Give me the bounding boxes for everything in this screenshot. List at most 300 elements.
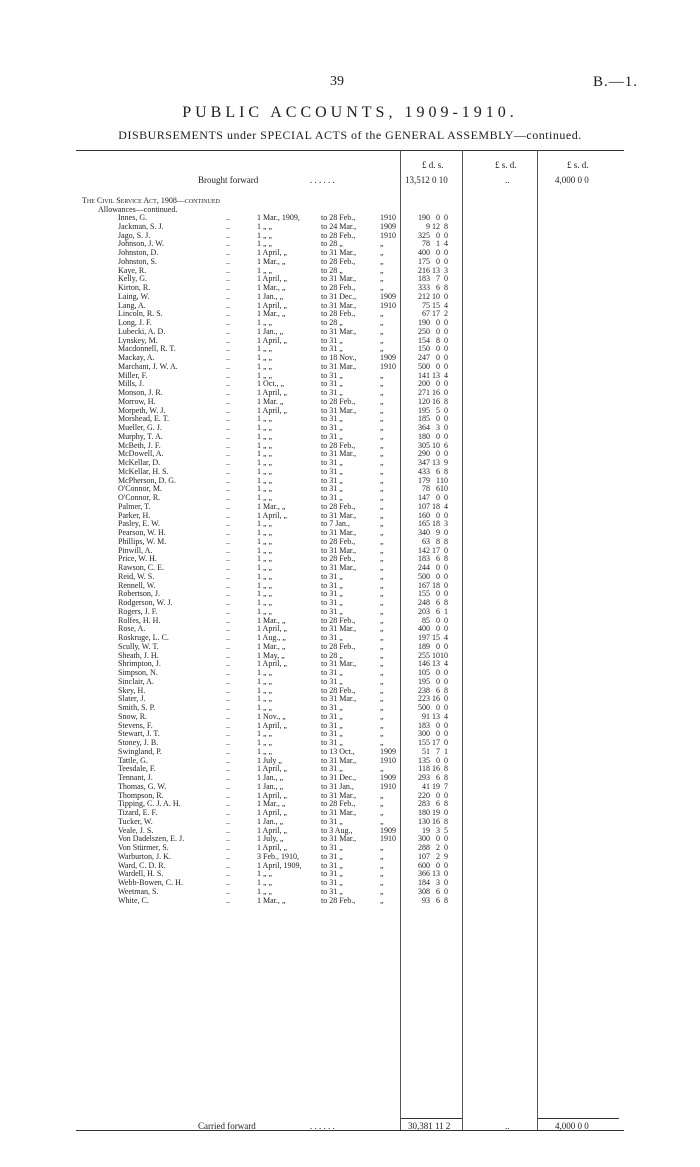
amount-pence: 0 xyxy=(444,580,448,590)
amount-pence: 8 xyxy=(444,536,448,546)
amount-pounds: 167 xyxy=(418,580,430,590)
period-year: 1910 xyxy=(380,230,396,240)
period-from: 1 „ „ xyxy=(257,545,273,555)
amount-pounds: 147 xyxy=(418,493,430,502)
leader-dots: .. xyxy=(226,300,230,310)
amount-pence: 8 xyxy=(444,816,448,826)
period-to: to 7 Jan., xyxy=(321,519,350,529)
leader-dots: .. xyxy=(226,685,230,695)
period-from: 1 Jan., „ xyxy=(257,781,284,791)
payee-name: Kaye, R. xyxy=(118,265,147,275)
amount-pounds: 195 xyxy=(418,676,430,686)
amount-pounds: 244 xyxy=(418,563,430,572)
leader-dots: .. xyxy=(226,589,230,599)
payee-name: Pearson, W. H. xyxy=(118,528,166,537)
period-to: to 31 „ xyxy=(321,764,343,774)
amount-pence: 0 xyxy=(444,571,448,581)
amount-pence: 10 xyxy=(440,484,448,494)
amount-pounds: 185 xyxy=(418,414,430,424)
amount-pounds: 146 xyxy=(418,659,430,669)
amount-pounds: 85 xyxy=(422,615,430,625)
period-to: to 31 „ xyxy=(321,580,343,590)
amount-shillings: 6 xyxy=(436,685,440,695)
period-from: 1 Mar., „ xyxy=(257,799,286,809)
amount-pounds: 120 xyxy=(418,396,430,406)
amount-pounds: 142 xyxy=(418,545,430,555)
amount-shillings: 13 xyxy=(432,711,440,721)
period-from: 1 Mar., „ xyxy=(257,501,286,511)
amount-pounds: 154 xyxy=(418,335,430,345)
period-year: „ xyxy=(380,851,384,861)
table-row xyxy=(0,870,700,879)
period-from: 1 July „ xyxy=(257,755,282,765)
period-year: „ xyxy=(380,309,384,319)
leader-dots: .. xyxy=(226,895,230,905)
amount-pence: 3 xyxy=(444,265,448,275)
period-to: to 31 „ xyxy=(321,379,343,389)
period-to: to 28 Feb., xyxy=(321,536,356,546)
leader-dots: .. xyxy=(226,309,230,319)
amount-pence: 0 xyxy=(444,878,448,887)
amount-shillings: 10 xyxy=(432,440,440,450)
period-to: to 31 Mar., xyxy=(321,545,357,555)
period-year: „ xyxy=(380,370,384,380)
payee-name: Jackman, S. J. xyxy=(118,221,164,231)
table-row xyxy=(0,310,700,319)
amount-pounds: 183 xyxy=(418,720,430,730)
amount-shillings: 2 xyxy=(436,843,440,852)
period-from: 1 Aug., „ xyxy=(257,633,286,642)
amount-pounds: 290 xyxy=(418,449,430,459)
carried-forward-label: Carried forward xyxy=(198,1121,256,1131)
carried-forward-col3: 4,000 0 0 xyxy=(555,1121,589,1131)
amount-pence: 8 xyxy=(444,554,448,564)
table-row xyxy=(0,590,700,599)
period-from: 1 „ „ xyxy=(257,230,273,240)
period-year: „ xyxy=(380,265,384,275)
period-year: „ xyxy=(380,528,384,537)
payee-name: Tipping, C. J. A. H. xyxy=(118,799,181,809)
period-to: to 28 Feb., xyxy=(321,685,356,695)
leader-dots: .. xyxy=(226,536,230,546)
leader-dots: .. xyxy=(226,379,230,389)
amount-shillings: 0 xyxy=(436,703,440,712)
period-to: to 31 „ xyxy=(321,466,343,476)
amount-shillings: 0 xyxy=(436,641,440,651)
table-row xyxy=(0,669,700,678)
leader-dots: .. xyxy=(226,213,230,222)
table-row xyxy=(0,258,700,267)
period-to: to 31 „ xyxy=(321,860,343,870)
period-from: 1 April, „ xyxy=(257,388,287,397)
payee-name: Thomas, G. W. xyxy=(118,781,167,791)
page-title: PUBLIC ACCOUNTS, 1909-1910. xyxy=(182,104,518,121)
table-row xyxy=(0,835,700,844)
amount-pounds: 107 xyxy=(418,501,430,511)
amount-pounds: 247 xyxy=(418,353,430,362)
period-year: „ xyxy=(380,396,384,406)
period-year: „ xyxy=(380,676,384,686)
period-from: 1 „ „ xyxy=(257,685,273,695)
amount-shillings: 16 xyxy=(432,764,440,774)
amount-pence: 0 xyxy=(444,563,448,572)
period-from: 1 Mar., „ xyxy=(257,256,286,266)
leader-dots: .. xyxy=(226,221,230,231)
period-year: 1910 xyxy=(380,213,396,222)
period-to: to 31 „ xyxy=(321,633,343,642)
amount-pounds: 75 xyxy=(422,300,430,310)
payee-name: Rolfes, H. H. xyxy=(118,615,161,625)
amount-pence: 4 xyxy=(444,501,448,511)
payee-name: Murphy, T. A. xyxy=(118,431,163,441)
period-to: to 31 „ xyxy=(321,843,343,852)
leader-dots: .. xyxy=(226,668,230,677)
period-to: to 28 Feb., xyxy=(321,799,356,809)
period-from: 1 April, „ xyxy=(257,510,287,520)
amount-pence: 1 xyxy=(444,606,448,616)
period-to: to 31 Mar., xyxy=(321,694,357,704)
amount-pence: 8 xyxy=(444,685,448,695)
period-from: 1 Jan., „ xyxy=(257,773,284,782)
table-row xyxy=(0,407,700,416)
period-from: 1 „ „ xyxy=(257,878,273,887)
period-year: „ xyxy=(380,239,384,249)
amount-pounds: 78 xyxy=(422,484,430,494)
amount-pence: 0 xyxy=(444,493,448,502)
amount-shillings: 3 xyxy=(436,825,440,835)
leader-dots: .. xyxy=(226,606,230,616)
amount-pence: 0 xyxy=(444,641,448,651)
period-year: „ xyxy=(380,650,384,660)
period-from: 1 Jan., „ xyxy=(257,816,284,826)
amount-pounds: 41 xyxy=(422,781,430,791)
period-year: „ xyxy=(380,274,384,284)
payee-name: Thompson, R. xyxy=(118,790,164,800)
period-to: to 31 „ xyxy=(321,335,343,345)
period-year: „ xyxy=(380,633,384,642)
period-to: to 24 Mar., xyxy=(321,221,357,231)
amount-shillings: 0 xyxy=(436,755,440,765)
payee-name: Marchant, J. W. A. xyxy=(118,361,178,371)
payee-name: Rodgerson, W. J. xyxy=(118,598,173,607)
leader-dots: .. xyxy=(226,396,230,406)
amount-shillings: 6 xyxy=(436,554,440,564)
leader-dots: .. xyxy=(226,869,230,879)
period-from: 1 „ „ xyxy=(257,886,273,896)
amount-pence: 0 xyxy=(444,326,448,336)
period-year: „ xyxy=(380,694,384,704)
table-bottom-rule xyxy=(76,1130,624,1131)
amount-pounds: 141 xyxy=(418,370,430,380)
period-to: to 28 „ xyxy=(321,265,343,275)
period-to: to 28 Feb., xyxy=(321,309,356,319)
amount-shillings: 12 xyxy=(432,221,440,231)
amount-pounds: 200 xyxy=(418,379,430,389)
amount-shillings: 0 xyxy=(436,668,440,677)
payee-name: Stewart, J. T. xyxy=(118,729,160,739)
period-to: to 28 „ xyxy=(321,650,343,660)
amount-shillings: 0 xyxy=(436,353,440,362)
amount-shillings: 7 xyxy=(436,746,440,756)
leader-dots: .. xyxy=(226,755,230,765)
leader-dots: .. xyxy=(226,484,230,494)
payee-name: Johnson, J. W. xyxy=(118,239,165,249)
amount-shillings: 0 xyxy=(436,344,440,354)
amount-pounds: 160 xyxy=(418,510,430,520)
payee-name: Veale, J. S. xyxy=(118,825,154,835)
payee-name: White, C. xyxy=(118,895,149,905)
amount-shillings: 6 xyxy=(436,283,440,292)
period-from: 1 „ „ xyxy=(257,528,273,537)
table-row xyxy=(0,582,700,591)
period-year: „ xyxy=(380,536,384,546)
period-to: to 31 „ xyxy=(321,458,343,467)
leader-dots: .. xyxy=(226,230,230,240)
period-to: to 31 Mar., xyxy=(321,300,357,310)
payee-name: Morpeth, W. J. xyxy=(118,405,166,415)
period-to: to 28 Feb., xyxy=(321,256,356,266)
table-row xyxy=(0,380,700,389)
amount-shillings: 0 xyxy=(436,563,440,572)
payee-name: O'Connor, R. xyxy=(118,493,161,502)
payee-name: Morrow, H. xyxy=(118,396,156,406)
period-year: „ xyxy=(380,668,384,677)
leader-dots: .. xyxy=(226,781,230,791)
payee-name: Rogers, J. F. xyxy=(118,606,158,616)
payee-name: Lubecki, A. D. xyxy=(118,326,166,336)
table-row xyxy=(0,512,700,521)
leader-dots: .. xyxy=(226,326,230,336)
period-from: 1 „ „ xyxy=(257,318,273,327)
period-year: „ xyxy=(380,711,384,721)
amount-pounds: 180 xyxy=(418,431,430,441)
table-row xyxy=(0,879,700,888)
amount-pence: 0 xyxy=(444,318,448,327)
period-year: „ xyxy=(380,484,384,494)
table-row xyxy=(0,477,700,486)
amount-shillings: 13 xyxy=(432,659,440,669)
amount-shillings: 0 xyxy=(436,720,440,730)
payee-name: Scully, W. T. xyxy=(118,641,159,651)
table-row xyxy=(0,660,700,669)
amount-shillings: 0 xyxy=(436,589,440,599)
period-to: to 31 Mar., xyxy=(321,326,357,336)
amount-pence: 4 xyxy=(444,633,448,642)
amount-pounds: 67 xyxy=(422,309,430,319)
period-from: 1 „ „ xyxy=(257,563,273,572)
period-to: to 28 Feb., xyxy=(321,213,356,222)
table-row xyxy=(0,450,700,459)
amount-shillings: 0 xyxy=(436,624,440,634)
period-year: „ xyxy=(380,379,384,389)
leader-dots: .. xyxy=(226,423,230,432)
amount-pounds: 19 xyxy=(422,825,430,835)
period-to: to 31 Mar., xyxy=(321,361,357,371)
amount-shillings: 0 xyxy=(436,256,440,266)
payee-name: Phillips, W. M. xyxy=(118,536,167,546)
amount-shillings: 6 xyxy=(436,799,440,809)
amount-shillings: 6 xyxy=(436,484,440,494)
amount-pence: 0 xyxy=(444,694,448,704)
table-row xyxy=(0,625,700,634)
amount-pence: 8 xyxy=(444,221,448,231)
period-from: 1 April, „ xyxy=(257,405,287,415)
period-from: 1 „ „ xyxy=(257,589,273,599)
period-year: „ xyxy=(380,659,384,669)
period-to: to 31 „ xyxy=(321,431,343,441)
table-row xyxy=(0,415,700,424)
amount-pounds: 118 xyxy=(418,764,430,774)
period-year: „ xyxy=(380,571,384,581)
period-year: „ xyxy=(380,580,384,590)
amount-shillings: 16 xyxy=(432,694,440,704)
leader-dots: .. xyxy=(226,738,230,747)
table-row xyxy=(0,573,700,582)
period-year: „ xyxy=(380,388,384,397)
amount-shillings: 17 xyxy=(432,545,440,555)
amount-shillings: 13 xyxy=(432,370,440,380)
leader-dots: .. xyxy=(226,493,230,502)
period-from: 1 „ „ xyxy=(257,676,273,686)
payee-name: Lynskey, M. xyxy=(118,335,158,345)
amount-pence: 4 xyxy=(444,711,448,721)
period-from: 1 Mar. „ xyxy=(257,396,284,406)
amount-shillings: 0 xyxy=(436,318,440,327)
period-to: to 31 „ xyxy=(321,711,343,721)
period-to: to 31 „ xyxy=(321,703,343,712)
period-year: „ xyxy=(380,335,384,345)
amount-pence: 0 xyxy=(444,703,448,712)
amount-pence: 8 xyxy=(444,895,448,905)
payee-name: Roskruge, L. C. xyxy=(118,633,169,642)
table-row xyxy=(0,424,700,433)
table-row xyxy=(0,337,700,346)
payee-name: Miller, F. xyxy=(118,370,148,380)
amount-pounds: 155 xyxy=(418,589,430,599)
leader-dots: .. xyxy=(226,405,230,415)
period-year: „ xyxy=(380,318,384,327)
leader-dots: .. xyxy=(226,694,230,704)
leader-dots: .. xyxy=(226,475,230,485)
leader-dots: .. xyxy=(226,265,230,275)
period-to: to 31 „ xyxy=(321,598,343,607)
period-year: „ xyxy=(380,501,384,511)
column-header-2: £ s. d. xyxy=(495,160,517,170)
leader-dots: .. xyxy=(226,318,230,327)
payee-name: Tattle, G. xyxy=(118,755,148,765)
period-from: 1 „ „ xyxy=(257,484,273,494)
amount-pounds: 155 xyxy=(418,738,430,747)
period-to: to 31 „ xyxy=(321,729,343,739)
amount-pounds: 165 xyxy=(418,519,430,529)
period-from: 1 „ „ xyxy=(257,519,273,529)
amount-shillings: 0 xyxy=(436,230,440,240)
period-to: to 3 Aug., xyxy=(321,825,353,835)
amount-shillings: 3 xyxy=(436,878,440,887)
payee-name: Teesdale, F. xyxy=(118,764,156,774)
period-year: „ xyxy=(380,808,384,817)
period-to: to 31 Dec., xyxy=(321,773,357,782)
amount-shillings: 0 xyxy=(436,361,440,371)
brought-forward-col3: 4,000 0 0 xyxy=(555,175,589,185)
amount-pence: 0 xyxy=(444,589,448,599)
amount-pence: 4 xyxy=(444,239,448,249)
amount-shillings: 0 xyxy=(436,571,440,581)
amount-shillings: 8 xyxy=(436,536,440,546)
amount-pence: 8 xyxy=(444,598,448,607)
leader-dots: .. xyxy=(226,256,230,266)
amount-pence: 0 xyxy=(444,344,448,354)
leader-dots: .. xyxy=(226,676,230,686)
amount-pence: 8 xyxy=(444,773,448,782)
amount-pence: 0 xyxy=(444,843,448,852)
amount-pounds: 305 xyxy=(418,440,430,450)
amount-shillings: 0 xyxy=(436,790,440,800)
amount-shillings: 13 xyxy=(432,265,440,275)
amount-pence: 0 xyxy=(444,449,448,459)
payee-name: Sheath, J. H. xyxy=(118,650,159,660)
period-from: 1 Oct., „ xyxy=(257,379,285,389)
payee-name: Innes, G. xyxy=(118,213,148,222)
period-to: to 31 „ xyxy=(321,370,343,380)
amount-shillings: 16 xyxy=(432,396,440,406)
payee-name: Parker, H. xyxy=(118,510,151,520)
act-heading: The Civil Service Act, 1908—continued xyxy=(82,196,220,205)
amount-pounds: 184 xyxy=(418,878,430,887)
amount-pounds: 271 xyxy=(418,388,430,397)
amount-shillings: 2 xyxy=(436,851,440,861)
leader-dots: .. xyxy=(226,554,230,564)
period-to: to 28 Feb., xyxy=(321,396,356,406)
document-reference: B.—1. xyxy=(592,74,638,90)
amount-pence: 6 xyxy=(444,440,448,450)
brought-forward-dots: . . . . . . xyxy=(310,175,335,185)
amount-pounds: 130 xyxy=(418,816,430,826)
period-to: to 31 Jan., xyxy=(321,781,354,791)
amount-pence: 0 xyxy=(444,291,448,301)
amount-pence: 8 xyxy=(444,283,448,292)
period-from: 1 „ „ xyxy=(257,466,273,476)
period-from: 1 April, „ xyxy=(257,335,287,345)
amount-pence: 0 xyxy=(444,274,448,284)
table-row xyxy=(0,730,700,739)
period-from: 1 „ „ xyxy=(257,458,273,467)
period-to: to 31 „ xyxy=(321,886,343,896)
amount-pounds: 190 xyxy=(418,318,430,327)
table-row xyxy=(0,363,700,372)
amount-pence: 0 xyxy=(444,676,448,686)
table-row xyxy=(0,897,700,906)
amount-pounds: 333 xyxy=(418,283,430,292)
period-from: 3 Feb., 1910, xyxy=(257,851,299,861)
period-to: to 31 „ xyxy=(321,668,343,677)
amount-shillings: 0 xyxy=(436,510,440,520)
period-year: „ xyxy=(380,598,384,607)
leader-dots: .. xyxy=(226,624,230,634)
payee-name: Sinclair, A. xyxy=(118,676,154,686)
period-to: to 31 „ xyxy=(321,414,343,424)
payee-name: Simpson, N. xyxy=(118,668,158,677)
amount-pence: 0 xyxy=(444,361,448,371)
leader-dots: .. xyxy=(226,248,230,257)
leader-dots: .. xyxy=(226,843,230,852)
amount-pounds: 180 xyxy=(418,808,430,817)
period-year: 1909 xyxy=(380,353,396,362)
table-row xyxy=(0,564,700,573)
amount-pence: 8 xyxy=(444,466,448,476)
amount-shillings: 6 xyxy=(436,466,440,476)
payee-name: Lang, A. xyxy=(118,300,146,310)
